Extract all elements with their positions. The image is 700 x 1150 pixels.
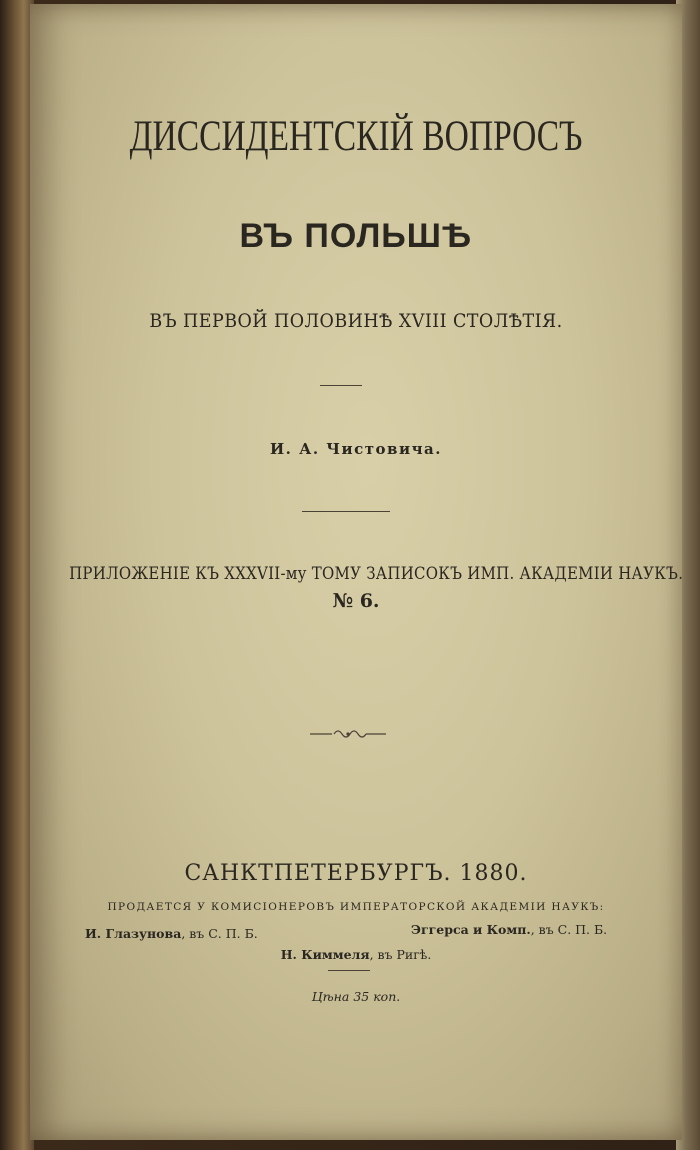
seller-place: , въ С. П. Б. — [181, 926, 258, 941]
imprint-sold-by: ПРОДАЕТСЯ У КОМИСІОНЕРОВЪ ИМПЕРАТОРСКОЙ АКАДЕМІИ НАУКЪ: — [107, 901, 605, 913]
seller-entry — [411, 922, 607, 937]
volume-number: № 6. — [332, 590, 380, 612]
divider-rule — [302, 511, 390, 512]
supplement-note: ПРИЛОЖЕНІЕ КЪ XXXVII-му ТОМУ ЗАПИСОКЪ ИМП. АКАДЕМІИ НАУКЪ. — [69, 564, 684, 584]
imprint-city-year: САНКТПЕТЕРБУРГЪ. 1880. — [184, 861, 528, 886]
seller-place: , въ С. П. Б. — [530, 922, 608, 937]
seller-entry — [30, 947, 682, 962]
book-period: ВЪ ПЕРВОЙ ПОЛОВИНѢ XVIII СТОЛѢТІЯ. — [149, 310, 563, 332]
seller-place: , въ Ригѣ. — [369, 947, 432, 962]
book-binding — [0, 0, 34, 1150]
book-subtitle: ВЪ ПОЛЬШѢ — [239, 217, 473, 255]
book-title: ДИССИДЕНТСКІЙ ВОПРОСЪ — [129, 113, 583, 160]
ornament-divider — [308, 726, 388, 742]
seller-name: Н. Киммеля — [280, 947, 370, 962]
author-name: И. А. Чистовича. — [269, 440, 442, 458]
divider-rule — [320, 385, 362, 386]
title-page — [30, 4, 682, 1140]
seller-entry — [85, 926, 258, 941]
price: Цѣна 35 коп. — [311, 989, 401, 1004]
seller-name: Эггерса и Комп. — [411, 922, 531, 937]
seller-name: И. Глазунова — [85, 926, 182, 941]
divider-rule — [328, 970, 370, 971]
